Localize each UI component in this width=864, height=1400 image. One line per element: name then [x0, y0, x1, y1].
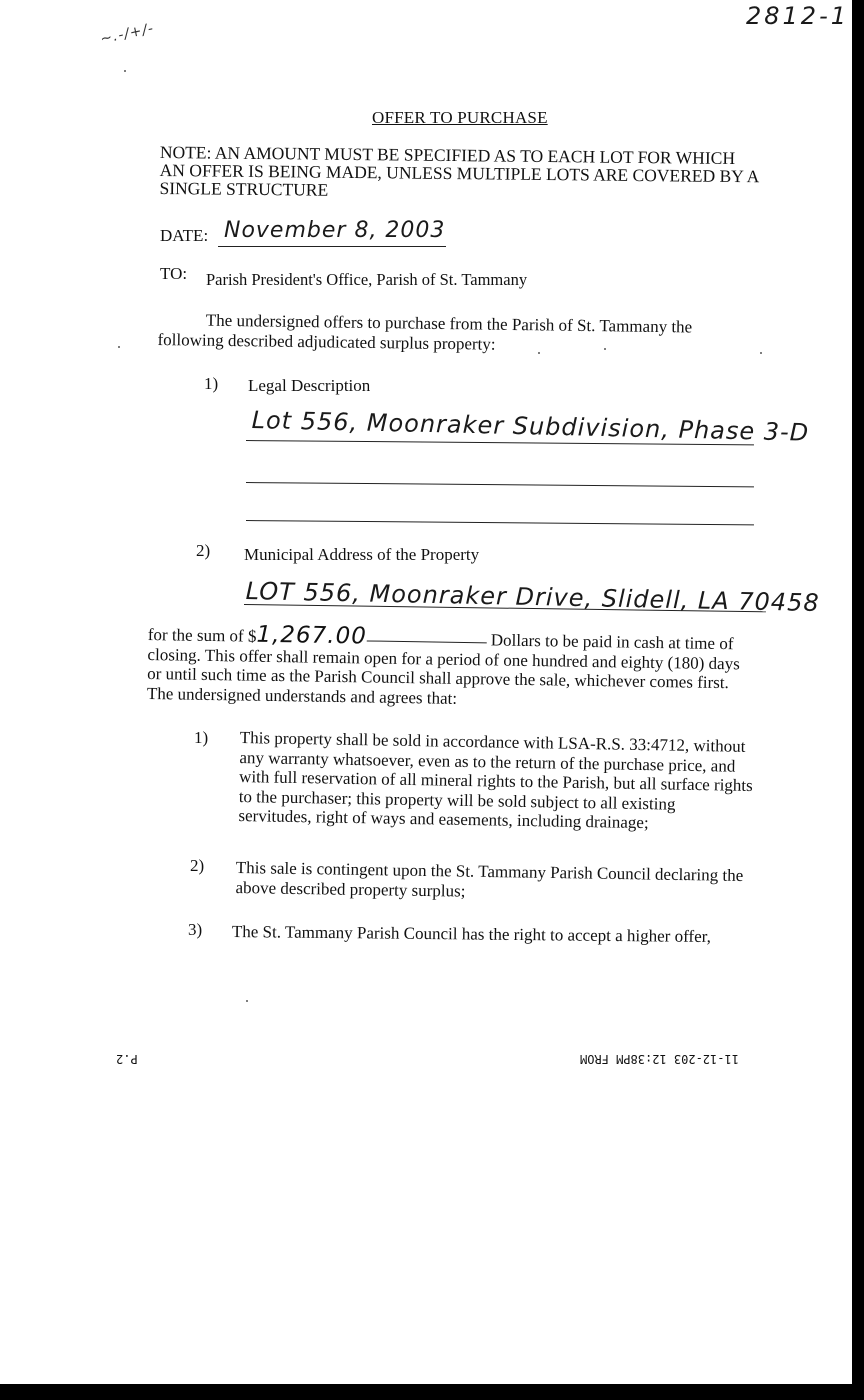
document-title: OFFER TO PURCHASE — [372, 108, 548, 127]
condition-2-text: This sale is contingent upon the St. Tammany Parish Council declaring the above described property surplus; — [235, 858, 744, 901]
legal-line-2 — [246, 482, 754, 487]
fax-page-number: P.2 — [116, 1052, 138, 1066]
legal-description-value: Lot 556, Moonraker Subdivision, Phase 3-D — [251, 406, 810, 447]
scan-speck — [538, 352, 540, 354]
legal-description-label: Legal Description — [248, 376, 371, 395]
note-paragraph: NOTE: AN AMOUNT MUST BE SPECIFIED AS TO EACH LOT FOR WHICH AN OFFER IS BEING MADE, UNLESS MULTIPLE LOTS ARE COVERED BY A SINGLE STRUCTURE — [159, 142, 759, 200]
to-value: Parish President's Office, Parish of St. Tammany — [206, 270, 528, 289]
condition-3-text: The St. Tammany Parish Council has the right to accept a higher offer, — [231, 922, 712, 947]
date-label: DATE: — [160, 226, 209, 245]
scan-speck — [604, 348, 606, 350]
legal-line-3 — [246, 520, 754, 525]
document-number: 2812-1 — [746, 2, 850, 30]
sum-underline — [367, 640, 487, 643]
corner-scribble: ~.-/+/- — [98, 20, 156, 48]
sum-amount: 1,267.00 — [256, 621, 368, 650]
sum-suffix: Dollars to be paid in cash at time of closing. This offer shall remain open for a period of one hundred and eighty (180) days or until such time as the Parish Council shall approve the sale, whichever comes first. The undersigned understands and agrees that: — [146, 630, 740, 708]
date-underline — [218, 246, 446, 247]
municipal-address-value: LOT 556, Moonraker Drive, Slidell, LA 70458 — [245, 577, 820, 618]
scan-speck — [246, 1000, 248, 1002]
condition-1-text: This property shall be sold in accordance with LSA-R.S. 33:4712, without any warranty whatsoever, even as to the return of the purchase price, and with full reservation of all mineral rights to the Parish, but all surface rights to the purchaser; this property will be sold subject to all existing servitudes, right of ways and easements, including drainage; — [238, 728, 753, 833]
sum-paragraph — [146, 621, 756, 713]
scan-speck — [124, 70, 126, 72]
sum-prefix: for the sum of $ — [147, 624, 257, 646]
intro-paragraph: The undersigned offers to purchase from the Parish of St. Tammany the following described adjudicated surplus property: — [157, 310, 693, 354]
scan-speck — [118, 346, 120, 348]
condition-2-number: 2) — [190, 856, 205, 875]
to-label: TO: — [160, 264, 188, 283]
condition-1-number: 1) — [194, 728, 209, 747]
municipal-address-label: Municipal Address of the Property — [244, 545, 480, 564]
address-number: 2) — [196, 541, 211, 560]
condition-3-number: 3) — [188, 920, 203, 939]
date-value: November 8, 2003 — [224, 218, 446, 243]
scan-speck — [760, 352, 762, 354]
fax-header: 11-12-203 12:38PM FROM — [580, 1052, 739, 1066]
legal-number: 1) — [204, 374, 219, 393]
